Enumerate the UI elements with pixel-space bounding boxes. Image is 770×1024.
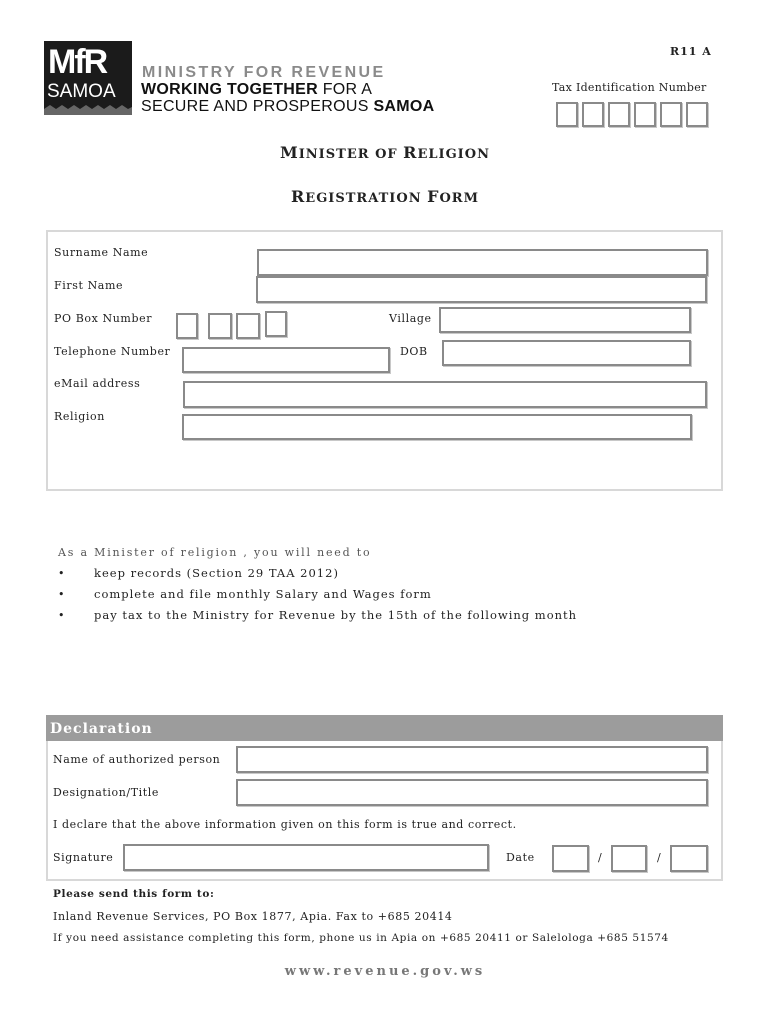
religion-input[interactable] <box>182 414 692 440</box>
tagline-bold-1: WORKING TOGETHER <box>141 81 318 98</box>
tin-digit-3[interactable] <box>608 102 630 127</box>
telephone-input[interactable] <box>182 347 390 373</box>
ministry-name: MINISTRY FOR REVENUE <box>142 64 386 81</box>
logo-mark-text: MfR <box>48 43 107 81</box>
logo-samoa-text: SAMOA <box>47 81 116 102</box>
form-title-line-2: REGISTRATION FORM <box>290 187 479 206</box>
bullet-dot-3: • <box>58 609 65 622</box>
info-bullet-3: pay tax to the Ministry for Revenue by the 15th of the following month <box>94 608 578 622</box>
first-name-label: First Name <box>54 279 124 292</box>
surname-label: Surname Name <box>54 246 149 259</box>
tin-digit-6[interactable] <box>686 102 708 127</box>
form-code: R11 A <box>670 45 712 58</box>
mfr-logo <box>44 41 132 115</box>
telephone-label: Telephone Number <box>54 345 171 358</box>
send-heading: Please send this form to: <box>53 888 215 900</box>
designation-label: Designation/Title <box>53 786 160 799</box>
declaration-statement: I declare that the above information given on this form is true and correct. <box>53 818 517 831</box>
village-input[interactable] <box>439 307 691 333</box>
signature-label: Signature <box>53 851 114 864</box>
bullet-dot-1: • <box>58 567 65 580</box>
email-input[interactable] <box>183 381 707 408</box>
po-box-digit-1[interactable] <box>176 313 198 339</box>
tagline-plain-2: SECURE AND PROSPEROUS <box>141 98 374 115</box>
tagline-bold-2: SAMOA <box>373 98 435 115</box>
tin-digit-2[interactable] <box>582 102 604 127</box>
po-box-digit-4[interactable] <box>265 311 287 337</box>
assistance-info: If you need assistance completing this form, phone us in Apia on +685 20411 or Salelologa +685 51574 <box>53 932 669 944</box>
date-separator-1: / <box>598 851 603 864</box>
dob-label: DOB <box>400 345 428 358</box>
po-box-label: PO Box Number <box>54 312 153 325</box>
date-day-input[interactable] <box>552 845 589 872</box>
po-box-digit-3[interactable] <box>236 313 260 339</box>
tagline-line-1 <box>141 81 372 99</box>
tin-label: Tax Identification Number <box>552 81 707 94</box>
date-year-input[interactable] <box>670 845 708 872</box>
date-label: Date <box>506 851 535 864</box>
tin-digit-1[interactable] <box>556 102 578 127</box>
religion-label: Religion <box>54 410 105 423</box>
mailing-address: Inland Revenue Services, PO Box 1877, Apia. Fax to +685 20414 <box>53 910 453 923</box>
authorized-name-input[interactable] <box>236 746 708 773</box>
website-url: www.revenue.gov.ws <box>284 964 486 979</box>
info-bullet-1: keep records (Section 29 TAA 2012) <box>94 566 339 580</box>
surname-input[interactable] <box>257 249 708 276</box>
tin-digit-4[interactable] <box>634 102 656 127</box>
info-bullet-2: complete and file monthly Salary and Wages form <box>94 587 432 601</box>
logo-wave-pattern <box>44 103 132 115</box>
email-label: eMail address <box>54 377 141 390</box>
date-separator-2: / <box>657 851 662 864</box>
dob-input[interactable] <box>442 340 691 366</box>
authorized-name-label: Name of authorized person <box>53 753 221 766</box>
tin-digit-5[interactable] <box>660 102 682 127</box>
tagline-rest-1: FOR A <box>317 81 373 98</box>
signature-input[interactable] <box>123 844 489 871</box>
declaration-heading: Declaration <box>50 721 153 737</box>
po-box-digit-2[interactable] <box>208 313 232 339</box>
bullet-dot-2: • <box>58 588 65 601</box>
designation-input[interactable] <box>236 779 708 806</box>
date-month-input[interactable] <box>611 845 647 872</box>
info-intro: As a Minister of religion , you will need to <box>58 546 372 559</box>
first-name-input[interactable] <box>256 276 707 303</box>
tagline-line-2 <box>141 98 435 116</box>
form-title-line-1: MINISTER OF RELIGION <box>280 143 490 162</box>
village-label: Village <box>389 312 432 325</box>
